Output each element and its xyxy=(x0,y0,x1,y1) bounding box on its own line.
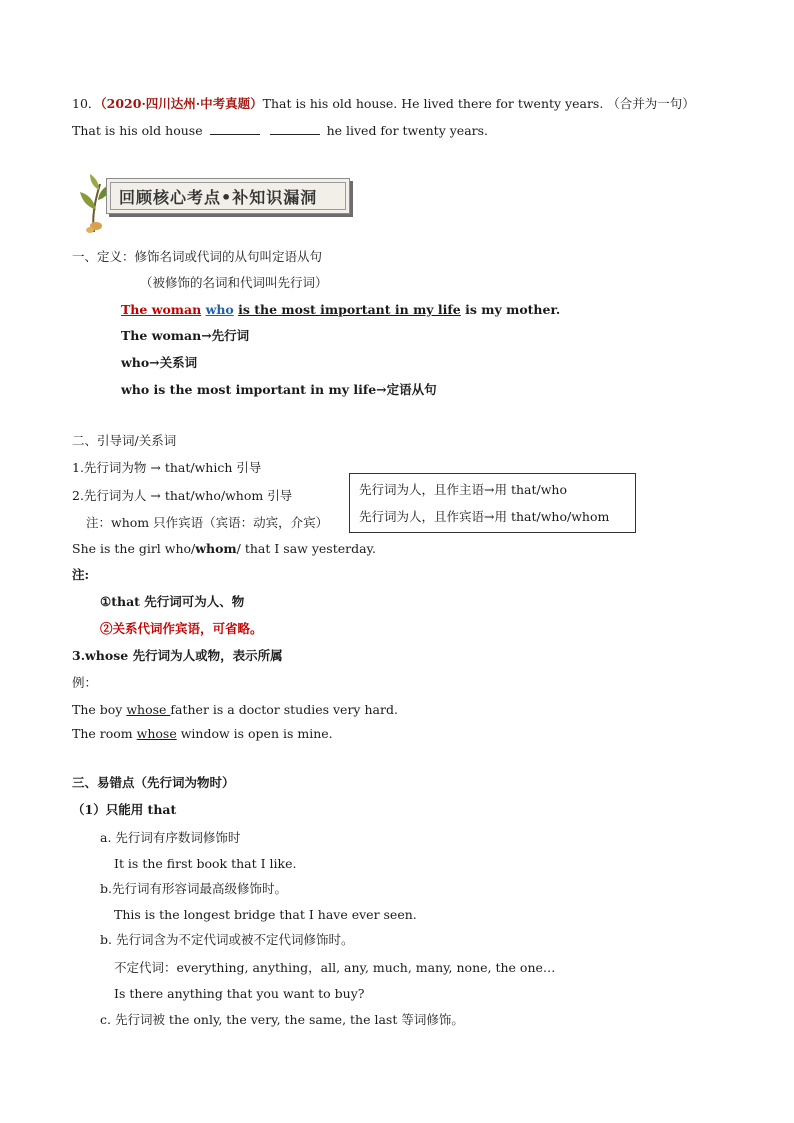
whose-example-2 xyxy=(72,726,333,742)
question-prompt: That is his old house. He lived there for twenty years. （合并为一句） xyxy=(262,96,695,111)
question-10 xyxy=(72,96,695,112)
section-1-item: who is the most important in my life→定语从句 xyxy=(121,382,437,397)
banner-frame xyxy=(106,178,350,214)
example-whom: whom xyxy=(195,541,237,556)
whom-note: 注：whom 只作宾语（宾语：动宾，介宾） xyxy=(86,515,329,530)
rule-b-example: This is the longest bridge that I have ever seen. xyxy=(114,907,417,922)
question-10-answer xyxy=(72,122,488,139)
section-2-item-1: 1.先行词为物 → that/which 引导 xyxy=(72,460,262,475)
section-1-heading: 一、定义：修饰名词或代词的从句叫定语从句 xyxy=(72,249,323,264)
rule-box xyxy=(349,473,636,533)
answer-blank-1[interactable] xyxy=(210,122,260,135)
example-relative: who xyxy=(205,302,234,317)
example-part: window is open is mine. xyxy=(176,726,333,741)
section-1-item: who→关系词 xyxy=(121,355,198,370)
example-part: The boy xyxy=(72,702,127,717)
example-rest: is my mother. xyxy=(465,302,561,317)
rule-a: a. 先行词有序数词修饰时 xyxy=(100,830,241,845)
section-1-note: （被修饰的名词和代词叫先行词） xyxy=(140,275,328,290)
section-1-item: The woman→先行词 xyxy=(121,328,250,343)
section-2-example xyxy=(72,541,376,557)
example-label: 例： xyxy=(72,675,98,690)
section-1-example xyxy=(121,302,560,318)
example-part: / that I saw yesterday. xyxy=(236,541,376,556)
question-number: 10． xyxy=(72,96,101,111)
example-whose: whose xyxy=(126,702,171,717)
section-2-heading: 二、引导词/关系词 xyxy=(72,433,177,448)
rule-b: b.先行词有形容词最高级修饰时。 xyxy=(100,881,287,896)
note-2: ②关系代词作宾语，可省略。 xyxy=(100,621,263,636)
example-clause: is the most important in my life xyxy=(238,302,461,317)
rule-line: 先行词为人，且作宾语→用 that/who/whom xyxy=(359,509,610,524)
example-part: father is a doctor studies very hard. xyxy=(170,702,398,717)
banner-title: 回顾核心考点•补知识漏洞 xyxy=(119,188,318,207)
answer-start: That is his old house xyxy=(72,123,203,138)
rule-b2: b. 先行词含为不定代词或被不定代词修饰时。 xyxy=(100,932,354,947)
rule-b2-example: Is there anything that you want to buy? xyxy=(114,986,365,1001)
example-whose: whose xyxy=(136,726,177,741)
whose-example-1 xyxy=(72,702,398,718)
rule-a-example: It is the first book that I like. xyxy=(114,856,297,871)
example-part: The room xyxy=(72,726,137,741)
example-part: She is the girl who/ xyxy=(72,541,196,556)
section-banner xyxy=(76,170,356,234)
answer-end: he lived for twenty years. xyxy=(326,123,489,138)
answer-blank-2[interactable] xyxy=(270,122,320,135)
section-3-sub: （1）只能用 that xyxy=(72,802,177,817)
section-3-heading: 三、易错点（先行词为物时） xyxy=(72,775,235,790)
example-antecedent: The woman xyxy=(121,302,202,317)
note-1: ①that 先行词可为人、物 xyxy=(100,594,245,609)
question-source: （2020·四川达州·中考真题） xyxy=(100,96,263,111)
rule-c: c. 先行词被 the only, the very, the same, the last 等词修饰。 xyxy=(100,1012,464,1027)
rule-line: 先行词为人，且作主语→用 that/who xyxy=(359,482,567,497)
note-label: 注: xyxy=(72,567,90,582)
indefinite-pronouns: 不定代词：everything, anything，all, any, much, many, none, the one… xyxy=(114,960,556,975)
section-2-item-3: 3.whose 先行词为人或物，表示所属 xyxy=(72,648,283,663)
section-2-item-2: 2.先行词为人 → that/who/whom 引导 xyxy=(72,488,293,503)
